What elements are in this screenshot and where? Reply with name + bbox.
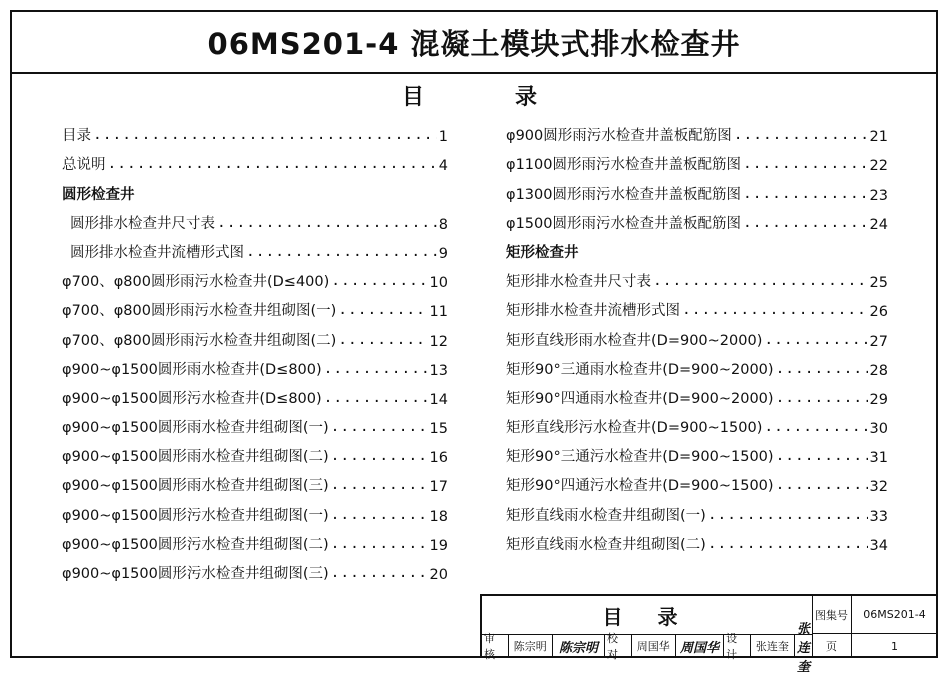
toc-leader-dots: [108, 156, 437, 174]
toc-entry: [62, 495, 448, 524]
toc-entry-title: φ700、φ800圆形雨污水检查井组砌图(一): [62, 303, 337, 320]
toc-entry: [506, 495, 888, 524]
toc-leader-dots: [93, 127, 437, 145]
toc-left-column: [62, 116, 448, 583]
toc-leader-dots: [338, 302, 427, 320]
toc-leader-dots: [708, 507, 868, 525]
proofreader-signature: 周国华: [676, 634, 724, 658]
toc-leader-dots: [682, 302, 868, 320]
toc-entry: [506, 145, 888, 174]
toc-entry-title: 矩形直线雨水检查井组砌图(二): [506, 536, 706, 553]
toc-page-number: 28: [869, 362, 888, 379]
toc-leader-dots: [331, 448, 428, 466]
toc-entry: [506, 291, 888, 320]
toc-leader-dots: [764, 332, 867, 350]
toc-entry-title: φ900~φ1500圆形雨水检查井(D≤800): [62, 361, 322, 378]
toc-entry-title: φ900~φ1500圆形雨水检查井组砌图(一): [62, 420, 329, 437]
toc-page-number: 1: [438, 129, 448, 146]
toc-entry-title: 矩形90°三通污水检查井(D=900~1500): [506, 449, 774, 466]
toc-leader-dots: [331, 536, 428, 554]
toc-page-number: 8: [438, 216, 448, 233]
toc-leader-dots: [324, 390, 428, 408]
toc-entry-title: 总说明: [62, 157, 106, 174]
proof-label: 校对: [605, 634, 632, 658]
toc-entry: [506, 437, 888, 466]
atlas-number: 06MS201-4: [852, 596, 938, 634]
toc-page-number: 25: [869, 275, 888, 292]
toc-section-heading: [62, 174, 448, 203]
toc-leader-dots: [743, 156, 868, 174]
title-block: [480, 594, 938, 675]
toc-page-number: 19: [429, 537, 448, 554]
toc-entry-title: φ900~φ1500圆形污水检查井组砌图(三): [62, 566, 329, 582]
toc-entry-title: φ900圆形雨污水检查井盖板配筋图: [506, 128, 732, 145]
toc-entry: [62, 554, 448, 583]
toc-entry-title: 矩形排水检查井流槽形式图: [506, 303, 680, 320]
toc-entry: [506, 262, 888, 291]
toc-leader-dots: [708, 536, 868, 554]
title-block-name: 目 录: [482, 596, 813, 635]
toc-page-number: 29: [869, 391, 888, 408]
toc-entry: [506, 466, 888, 495]
toc-page-number: 4: [438, 158, 448, 175]
toc-leader-dots: [331, 477, 428, 495]
toc-entry-title: φ1500圆形雨污水检查井盖板配筋图: [506, 215, 741, 232]
toc-entry-title: 矩形排水检查井尺寸表: [506, 274, 651, 291]
toc-page-number: 23: [869, 187, 888, 204]
toc-entry-title: 圆形检查井: [62, 186, 135, 203]
toc-page-number: 12: [429, 333, 448, 350]
toc-entry-title: φ900~φ1500圆形污水检查井组砌图(二): [62, 536, 329, 553]
toc-entry-title: φ1300圆形雨污水检查井盖板配筋图: [506, 186, 741, 203]
toc-page-number: 34: [869, 537, 888, 554]
toc-entry: [506, 174, 888, 203]
toc-leader-dots: [217, 215, 437, 233]
toc-entry-title: φ900~φ1500圆形雨水检查井组砌图(二): [62, 449, 329, 466]
designer-signature: 张连奎: [797, 621, 811, 675]
toc-entry-title: φ900~φ1500圆形污水检查井(D≤800): [62, 390, 322, 407]
toc-page-number: 11: [429, 304, 448, 321]
toc-leader-dots: [653, 273, 868, 291]
toc-entry-title: φ900~φ1500圆形污水检查井组砌图(一): [62, 507, 329, 524]
toc-entry-title: φ1100圆形雨污水检查井盖板配筋图: [506, 157, 741, 174]
toc-entry-title: φ700、φ800圆形雨污水检查井组砌图(二): [62, 332, 337, 349]
toc-page-number: 27: [869, 333, 888, 350]
toc-leader-dots: [776, 477, 868, 495]
toc-entry: [506, 350, 888, 379]
toc-leader-dots: [331, 507, 428, 525]
toc-entry: [62, 437, 448, 466]
toc-leader-dots: [331, 419, 428, 437]
toc-page-number: 24: [869, 216, 888, 233]
toc-entry-title: 矩形直线形雨水检查井(D=900~2000): [506, 332, 763, 349]
toc-entry-title: φ700、φ800圆形雨污水检查井(D≤400): [62, 274, 330, 291]
toc-page-number: 21: [869, 129, 888, 146]
toc-entry-title: 目录: [62, 128, 91, 145]
toc-entry-title: 矩形90°三通雨水检查井(D=900~2000): [506, 361, 774, 378]
toc-entry: [506, 379, 888, 408]
toc-entry: [62, 116, 448, 145]
toc-page-number: 32: [869, 479, 888, 496]
toc-page-number: 31: [869, 450, 888, 467]
toc-entry-title: 矩形检查井: [506, 244, 579, 261]
toc-page-number: 13: [429, 362, 448, 379]
page-label: 页: [812, 634, 852, 658]
toc-leader-dots: [331, 565, 428, 583]
toc-entry: [62, 204, 448, 233]
toc-entry-title: 矩形直线雨水检查井组砌图(一): [506, 507, 706, 524]
reviewer-name: 陈宗明: [509, 634, 553, 658]
toc-entry: [62, 379, 448, 408]
toc-entry: [62, 262, 448, 291]
toc-entry: [62, 291, 448, 320]
review-label: 审核: [482, 634, 509, 658]
toc-leader-dots: [743, 215, 868, 233]
toc-entry-title: 圆形排水检查井尺寸表: [70, 215, 215, 232]
title-bar: [12, 12, 936, 74]
toc-entry: [62, 320, 448, 349]
design-label: 设计: [724, 634, 751, 658]
toc-entry: [62, 525, 448, 554]
toc-entry: [62, 350, 448, 379]
toc-page-number: 33: [869, 508, 888, 525]
page-number: 1: [852, 634, 938, 658]
toc-page-number: 10: [429, 275, 448, 292]
toc-entry: [506, 320, 888, 349]
document-title: 06MS201-4 混凝土模块式排水检查井: [207, 26, 741, 61]
toc-leader-dots: [743, 186, 868, 204]
toc-entry: [506, 408, 888, 437]
toc-page-number: 17: [429, 479, 448, 496]
toc-entry-title: 矩形90°四通雨水检查井(D=900~2000): [506, 390, 774, 407]
toc-leader-dots: [246, 244, 437, 262]
toc-leader-dots: [324, 361, 428, 379]
toc-page-number: 14: [429, 391, 448, 408]
toc-entry: [62, 233, 448, 262]
toc-entry-title: 矩形直线形污水检查井(D=900~1500): [506, 420, 763, 437]
toc-entry: [62, 145, 448, 174]
toc-page-number: 15: [429, 421, 448, 438]
toc-page-number: 18: [429, 508, 448, 525]
toc-leader-dots: [331, 273, 427, 291]
atlas-label: 图集号: [812, 596, 852, 634]
toc-page-number: 16: [429, 450, 448, 467]
designer-name: 张连奎: [751, 634, 795, 658]
toc-leader-dots: [764, 419, 867, 437]
proofreader-name: 周国华: [632, 634, 676, 658]
toc-page-number: 26: [869, 304, 888, 321]
toc-page-number: 30: [869, 421, 888, 438]
toc-leader-dots: [776, 448, 868, 466]
toc-heading-right: 录: [515, 85, 538, 110]
toc-section-heading: [506, 233, 888, 262]
signature-row: [482, 621, 813, 675]
toc-entry: [506, 204, 888, 233]
toc-right-column: [506, 116, 888, 554]
toc-entry: [62, 408, 448, 437]
toc-entry: [506, 116, 888, 145]
toc-page-number: 22: [869, 158, 888, 175]
toc-leader-dots: [776, 361, 868, 379]
toc-page-number: 20: [429, 567, 448, 583]
toc-heading-left: 目: [402, 85, 425, 110]
reviewer-signature: 陈宗明: [553, 634, 605, 658]
toc-entry-title: 圆形排水检查井流槽形式图: [70, 244, 244, 261]
toc-entry: [506, 525, 888, 554]
toc-entry-title: φ900~φ1500圆形雨水检查井组砌图(三): [62, 478, 329, 495]
toc-leader-dots: [338, 332, 427, 350]
toc-leader-dots: [734, 127, 868, 145]
toc-page-number: 9: [438, 245, 448, 262]
toc-entry-title: 矩形90°四通污水检查井(D=900~1500): [506, 478, 774, 495]
toc-entry: [62, 466, 448, 495]
toc-leader-dots: [776, 390, 868, 408]
